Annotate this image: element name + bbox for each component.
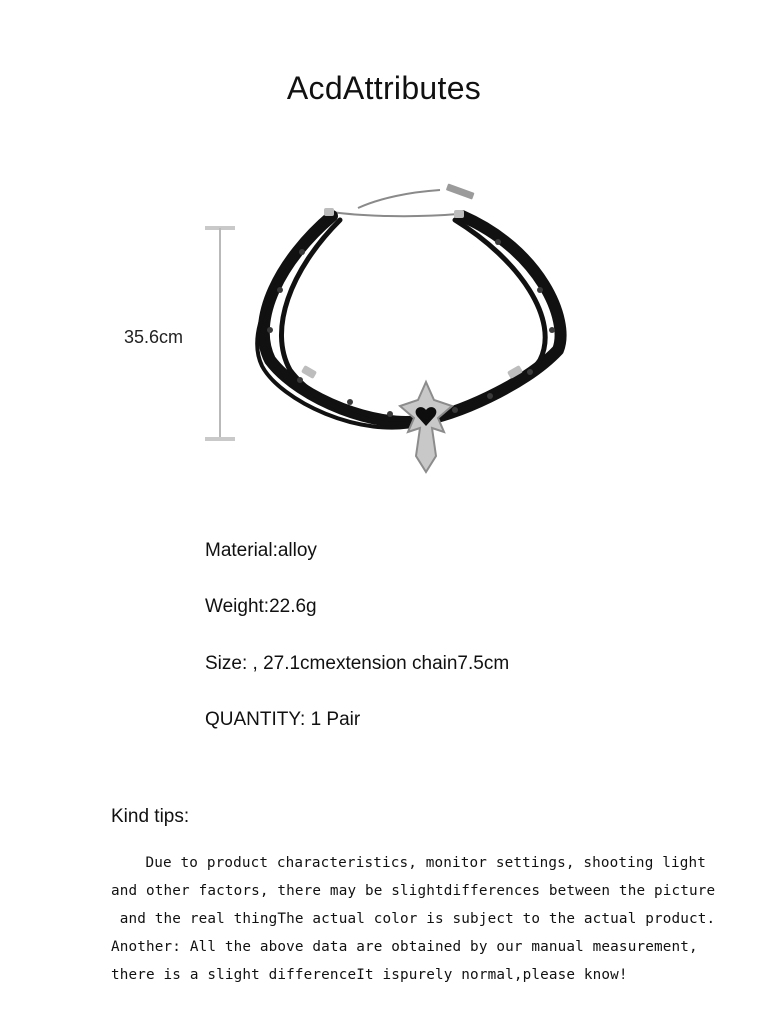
bead-strands: [257, 216, 560, 428]
extension-chain: [332, 190, 458, 216]
spec-quantity: QUANTITY: 1 Pair: [205, 709, 361, 730]
chain-tag: [446, 183, 475, 199]
dimension-cap-bottom: [205, 437, 235, 441]
tips-heading: Kind tips:: [111, 806, 190, 827]
tips-line: and other factors, there may be slightdifferences between the picture: [111, 883, 716, 899]
necklace-photo: [240, 180, 580, 480]
spec-size: Size: , 27.1cmextension chain7.5cm: [205, 653, 510, 674]
dimension-line: [219, 228, 221, 440]
spec-weight: Weight:22.6g: [205, 596, 317, 617]
tips-line: Another: All the above data are obtained by our manual measurement,: [111, 939, 698, 955]
tips-line: and the real thingThe actual color is subject to the actual product.: [111, 911, 716, 927]
dimension-label: 35.6cm: [124, 327, 184, 347]
spec-material: Material:alloy: [205, 540, 317, 561]
page-title: AcdAttributes: [286, 70, 482, 106]
tips-line: Due to product characteristics, monitor settings, shooting light: [128, 855, 706, 871]
tips-line: there is a slight differenceIt ispurely normal,please know!: [111, 967, 628, 983]
